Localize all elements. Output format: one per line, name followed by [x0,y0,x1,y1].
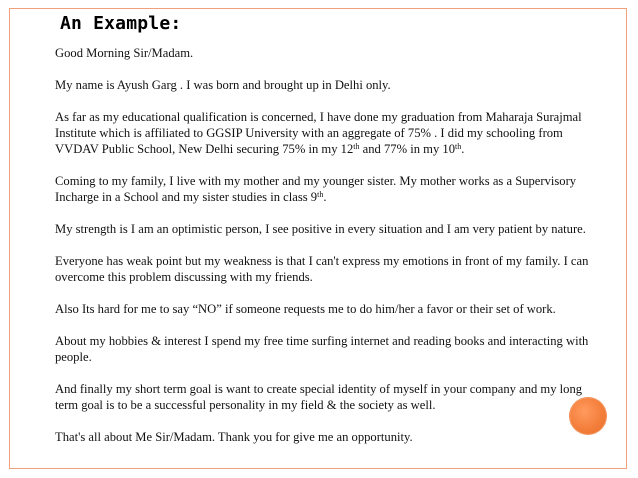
slide-body [55,45,590,445]
decorative-circle-icon [570,398,606,434]
slide-title: An Example: [60,13,182,34]
superscript-th: th [353,142,360,151]
education-text-1: As far as my educational qualification is concerned, I have done my graduation from Maharaja Surajmal Institute which is affiliated to GGSIP University with an aggregate of 75% . I did my schooling from VVDAV Public School, New Delhi securing 75% in my 12 [55,110,582,156]
paragraph-greeting: Good Morning Sir/Madam. [55,46,194,60]
paragraph-education [55,109,590,157]
family-text-1: Coming to my family, I live with my mother and my younger sister. My mother works as a Supervisory Incharge in a School and my sister studies in class 9 [55,174,577,204]
paragraph-closing: That's all about Me Sir/Madam. Thank you for give me an opportunity. [55,430,413,444]
family-text-2: . [323,190,327,204]
paragraph-family [55,173,590,205]
education-text-3: . [461,142,465,156]
education-text-2: and 77% in my 10 [359,142,455,156]
superscript-th: th [317,190,324,199]
paragraph-saying-no: Also Its hard for me to say “NO” if someone requests me to do him/her a favor or their set of work. [55,302,556,316]
paragraph-name: My name is Ayush Garg . I was born and brought up in Delhi only. [55,78,391,92]
paragraph-hobbies: About my hobbies & interest I spend my free time surfing internet and reading books and interacting with people. [55,334,589,364]
superscript-th: th [455,142,462,151]
paragraph-strength: My strength is I am an optimistic person, I see positive in every situation and I am very patient by nature. [55,222,586,236]
paragraph-goals: And finally my short term goal is want to create special identity of myself in your company and my long term goal is to be a successful personality in my field & the society as well. [55,382,583,412]
paragraph-weakness: Everyone has weak point but my weakness is that I can't express my emotions in front of my family. I can overcome this problem discussing with my friends. [55,254,589,284]
